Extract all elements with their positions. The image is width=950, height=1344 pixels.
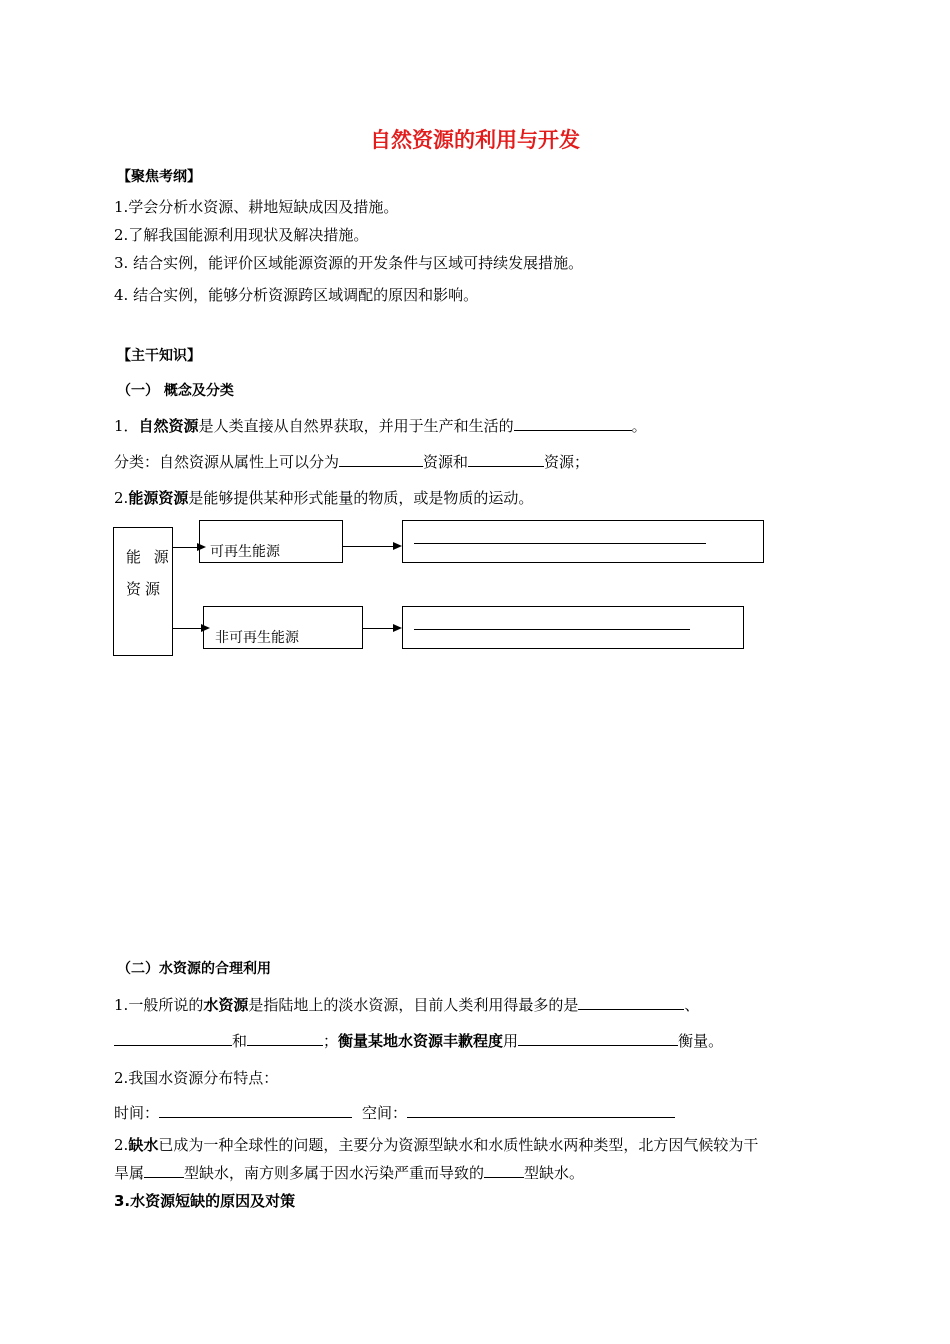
renewable-label: 可再生能源 bbox=[210, 544, 280, 560]
p1-text: 是人类直接从自然界获取，并用于生产和生活的 bbox=[198, 417, 514, 435]
space-label: 空间： bbox=[362, 1104, 408, 1122]
arrow-head-icon bbox=[393, 542, 402, 550]
nonrenewable-label: 非可再生能源 bbox=[215, 630, 299, 646]
focus-item-3: 3. 结合实例，能评价区域能源资源的开发条件与区域可持续发展措施。 bbox=[114, 254, 584, 272]
energy-resource-definition bbox=[114, 487, 533, 508]
distribution-heading: 2.我国水资源分布特点： bbox=[114, 1069, 279, 1087]
p3-prefix: 2. bbox=[114, 489, 129, 507]
root-label-line1: 能 源 bbox=[126, 548, 173, 566]
focus-heading: 【聚焦考纲】 bbox=[117, 169, 201, 185]
classification-line bbox=[114, 451, 589, 472]
blank-9[interactable] bbox=[484, 1162, 524, 1178]
q1-f: 用 bbox=[503, 1032, 519, 1050]
q1-c: 、 bbox=[684, 996, 700, 1014]
connector-nonrenewable bbox=[173, 628, 203, 629]
water-resource-line1 bbox=[114, 994, 699, 1015]
water-shortage-line2 bbox=[114, 1162, 584, 1183]
shortage-causes-heading: 3.水资源短缺的原因及对策 bbox=[114, 1192, 296, 1210]
blank-7[interactable] bbox=[518, 1030, 678, 1046]
page-title: 自然资源的利用与开发 bbox=[370, 128, 580, 152]
p1-end: 。 bbox=[631, 417, 647, 435]
natural-resource-definition bbox=[114, 415, 647, 436]
nonrenewable-answer-line bbox=[414, 629, 690, 630]
blank-4[interactable] bbox=[578, 994, 684, 1010]
blank-6[interactable] bbox=[247, 1030, 323, 1046]
water-shortage-line1 bbox=[114, 1134, 758, 1155]
connector-renewable bbox=[173, 547, 199, 548]
q3-bold-term: 缺水 bbox=[128, 1136, 159, 1154]
section2-heading: （二）水资源的合理利用 bbox=[117, 961, 271, 977]
q3-a: 已成为一种全球性的问题，主要分为资源型缺水和水质性缺水两种类型，北方因气候较为干 bbox=[158, 1136, 759, 1154]
water-resource-line2 bbox=[114, 1030, 723, 1051]
blank-2[interactable] bbox=[339, 451, 423, 467]
time-label: 时间： bbox=[114, 1104, 160, 1122]
p2-b: 资源和 bbox=[423, 453, 469, 471]
arrow-line-nonrenewable bbox=[363, 628, 393, 629]
distribution-line bbox=[114, 1102, 675, 1123]
section1-heading: （一） 概念及分类 bbox=[117, 383, 234, 399]
blank-3[interactable] bbox=[468, 451, 544, 467]
p1-prefix: 1． bbox=[114, 417, 139, 435]
q1-prefix: 1. bbox=[114, 996, 129, 1014]
p1-bold-term: 自然资源 bbox=[138, 417, 199, 435]
focus-item-4: 4. 结合实例，能够分析资源跨区域调配的原因和影响。 bbox=[114, 286, 479, 304]
q3-prefix: 2. bbox=[114, 1136, 129, 1154]
q1-a: 一般所说的 bbox=[128, 996, 204, 1014]
focus-item-1: 1.学会分析水资源、耕地短缺成因及措施。 bbox=[114, 198, 399, 216]
q1-e: ； bbox=[323, 1032, 339, 1050]
blank-8[interactable] bbox=[144, 1162, 184, 1178]
blank-time[interactable] bbox=[159, 1102, 352, 1118]
arrow-head-icon bbox=[393, 624, 402, 632]
nonrenewable-answer-box[interactable] bbox=[402, 606, 744, 649]
q1-bold-term-2: 衡量某地水资源丰歉程度 bbox=[338, 1032, 504, 1050]
q1-g: 衡量。 bbox=[678, 1032, 724, 1050]
renewable-answer-line bbox=[414, 543, 706, 544]
q1-d: 和 bbox=[232, 1032, 248, 1050]
q3-d: 型缺水。 bbox=[524, 1164, 585, 1182]
blank-space[interactable] bbox=[407, 1102, 675, 1118]
p2-c: 资源； bbox=[544, 453, 590, 471]
q3-c: 型缺水，南方则多属于因水污染严重而导致的 bbox=[184, 1164, 485, 1182]
renewable-answer-box[interactable] bbox=[402, 520, 764, 563]
p2-a: 分类：自然资源从属性上可以分为 bbox=[114, 453, 340, 471]
blank-5[interactable] bbox=[114, 1030, 232, 1046]
focus-item-2: 2.了解我国能源利用现状及解决措施。 bbox=[114, 226, 369, 244]
q1-bold-term: 水资源 bbox=[203, 996, 249, 1014]
q1-b: 是指陆地上的淡水资源，目前人类利用得最多的是 bbox=[248, 996, 579, 1014]
arrow-line-renewable bbox=[343, 546, 393, 547]
root-label-line2: 资源 bbox=[126, 580, 165, 598]
blank-1[interactable] bbox=[514, 415, 632, 431]
p3-bold-term: 能源资源 bbox=[128, 489, 189, 507]
q3-b: 旱属 bbox=[114, 1164, 145, 1182]
main-heading: 【主干知识】 bbox=[117, 348, 201, 364]
p3-text: 是能够提供某种形式能量的物质，或是物质的运动。 bbox=[188, 489, 534, 507]
